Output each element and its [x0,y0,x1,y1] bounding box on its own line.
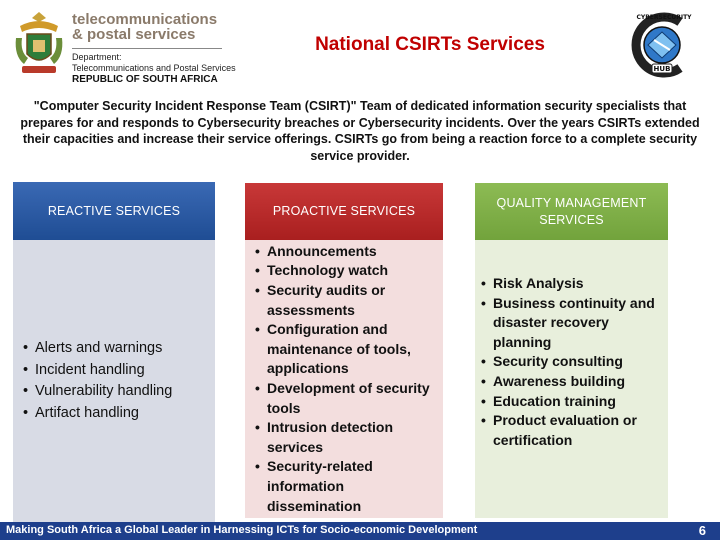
department-title-line1: telecommunications [72,11,218,28]
page-title: National CSIRTs Services [315,34,545,55]
coat-of-arms-logo [10,8,68,78]
list-item: • Security-related information dissemination [255,457,439,516]
list-item: • Security audits or assessments [255,281,439,320]
department-name: Telecommunications and Postal Services [72,63,236,73]
hub-logo-text: HUB [653,65,671,73]
list-item: • Incident handling [23,360,215,382]
list-item: • Vulnerability handling [23,381,215,403]
intro-paragraph: "Computer Security Incident Response Team (CSIRT)" Team of dedicated information security specialists that prepares for and responds to Cybersecurity breaches or Cybersecurity incidents. Over the years CSIRTs extended their capacities and increase their service offerings. CSIRTs go from being a reaction force to a complete security service provider. [20,99,700,163]
quality-management-header: QUALITY MANAGEMENT SERVICES [475,183,668,240]
reactive-services-list [23,338,215,424]
page-number: 6 [698,523,706,538]
proactive-services-list [255,242,439,516]
list-item: • Development of security tools [255,379,439,418]
footer-bar [0,522,720,540]
list-item: • Intrusion detection services [255,418,439,457]
cybersecurity-hub-logo [628,12,698,78]
reactive-services-body [13,240,215,522]
department-logo [72,12,237,86]
country-name: REPUBLIC OF SOUTH AFRICA [72,74,218,85]
reactive-services-column [13,182,215,522]
footer-slogan: Making South Africa a Global Leader in Harnessing ICTs for Socio-economic Development [6,524,478,536]
list-item: • Configuration and maintenance of tools, applications [255,320,439,379]
list-item: • Business continuity and disaster recovery planning [481,294,664,353]
quality-management-column [475,183,668,518]
proactive-services-header: PROACTIVE SERVICES [245,183,443,240]
list-item: • Risk Analysis [481,274,664,294]
list-item: • Product evaluation or certification [481,411,664,450]
department-title-line2: & postal services [72,26,196,43]
quality-management-body [475,240,668,518]
list-item: • Announcements [255,242,439,262]
reactive-services-header: REACTIVE SERVICES [13,182,215,240]
list-item: • Awareness building [481,372,664,392]
list-item: • Alerts and warnings [23,338,215,360]
department-label: Department: [72,52,122,62]
hub-logo-ring-text: CYBERSECURITY [636,14,692,21]
proactive-services-body [245,240,443,518]
list-item: • Technology watch [255,261,439,281]
department-divider [72,48,222,49]
list-item: • Artifact handling [23,403,215,425]
list-item: • Education training [481,392,664,412]
proactive-services-column [245,183,443,518]
quality-management-list [481,274,664,450]
list-item: • Security consulting [481,352,664,372]
